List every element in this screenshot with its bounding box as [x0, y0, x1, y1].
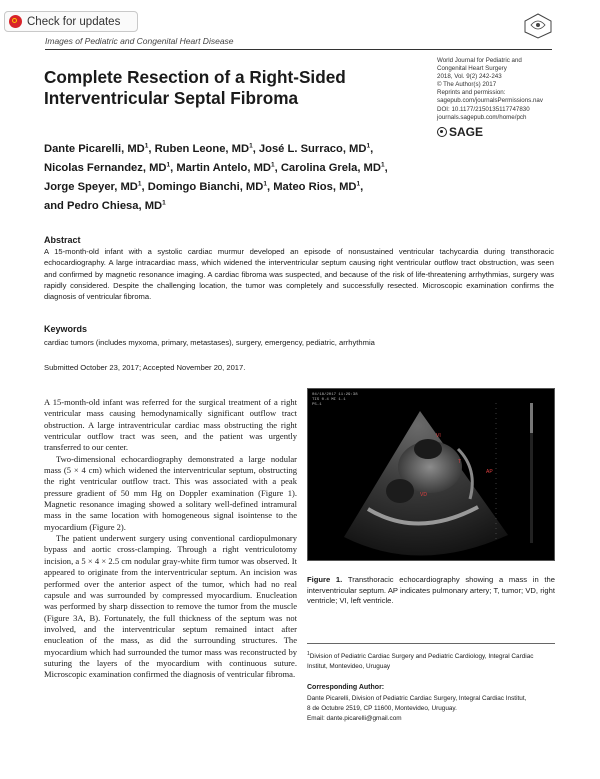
sage-label: SAGE	[449, 125, 484, 139]
submission-dates: Submitted October 23, 2017; Accepted November 20, 2017.	[44, 363, 246, 372]
author: Martin Antelo, $MD^1$,	[176, 160, 281, 174]
label-vd: VD	[420, 492, 427, 498]
header-rule	[45, 49, 552, 50]
corresponding-line: Dante Picarelli, Division of Pediatric Cardiac Surgery, Integral Cardiac Institut,	[307, 695, 527, 702]
body-paragraph: A 15-month-old infant was referred for the surgical treatment of a right ventricular mass causing hemodynamically significant outflow tract obstruction. A large intraventricular cardiac mass obstructing the right ventricular outflow tract was seen, and the patient was urgently transferred to our center.	[44, 397, 297, 453]
crossmark-icon	[9, 15, 22, 28]
article-title: Complete Resection of a Right-Sided Interventricular Septal Fibroma	[44, 67, 346, 108]
journal-link[interactable]: sagepub.com/journalsPermissions.nav	[437, 97, 543, 105]
affiliation-rule	[307, 643, 555, 644]
author: Domingo Bianchi, $MD^1$,	[147, 179, 274, 193]
keywords-heading: Keywords	[44, 324, 88, 334]
journal-line: 2018, Vol. 9(2) 242-243	[437, 73, 502, 81]
check-for-updates-button[interactable]	[4, 11, 138, 32]
doi-link[interactable]: DOI: 10.1177/2150135117747830	[437, 105, 530, 113]
body-text	[44, 397, 297, 681]
affiliation: $^1$Division of Pediatric Cardiac Surgery and Pediatric Cardiology, Integral Cardiac Institut, Montevideo, Uruguay	[307, 651, 534, 670]
corresponding-details	[307, 694, 555, 723]
author: and Pedro Chiesa, $MD^1$	[44, 198, 166, 212]
abstract-text: A 15-month-old infant with a systolic cardiac murmur developed an episode of nonsustained ventricular tachycardia during transthoracic echocardiography. A large intracardiac mass, which widened the interventricular septum causing right ventricular outflow tract obstruction, was seen and confirmed by magnetic resonance imaging. A cardiac fibroma was suspected, and because of the risk of life-threatening arrhythmias, surgery was rapidly considered. Despite the challenging location, the tumor was completely and successfully resected. Microscopic examination confirms the diagnosis of ventricular fibroma.	[44, 247, 554, 302]
author: José L. Surraco, $MD^1$,	[258, 142, 374, 155]
journal-line: © The Author(s) 2017	[437, 81, 497, 89]
sage-mark-icon	[437, 127, 447, 137]
figure-caption	[307, 575, 555, 607]
body-paragraph: The patient underwent surgery using conventional cardiopulmonary bypass and aortic cross-clamping. Through a right ventriculotomy incision, a 5 × 4 × 2.5 cm nodular gray-white firm tumor was observed. It appeared to originate from the interventricular septum. An incision was performed over the anterior aspect of the tumor, which had no real capsule and was surrounded by compressed myocardium. Enucleation was performed by sharp dissection to remove the tumor from the muscle (Figure 3A, B). Fortunately, the full thickness of the septum was not involved, and the interventricular septum remained intact after enucleation of the mass, as did the surrounding structures. The myocardium which had surrounded the tumor mass was reconstructed by suturing the layers of the myocardium with continuous suture. Microscopic examination confirmed the diagnosis of ventricular fibroma.	[44, 533, 297, 680]
corresponding-email[interactable]: Email: dante.picarelli@gmail.com	[307, 714, 402, 722]
author: Nicolas Fernandez, $MD^1$,	[44, 160, 177, 174]
check-for-updates-label: Check for updates	[27, 15, 121, 28]
author: Mateo Rios, $MD^1$,	[273, 179, 364, 193]
corresponding-heading: Corresponding Author:	[307, 684, 385, 691]
body-paragraph: Two-dimensional echocardiography demonstrated a large nodular mass (5 × 4 cm) which widened the interventricular septum, obstructing the right ventricular outflow tract. This was associated with a peak pressure gradient of 50 mm Hg on Doppler examination (Figure 1). Magnetic resonance imaging showed a solitary well-defined intramural mass in the same location with homogeneous signal isointense to the myocardium (Figure 2).	[44, 453, 297, 532]
keywords-text: cardiac tumors (includes myxoma, primary, metastases), surgery, emergency, pediatric, arrhythmia	[44, 338, 375, 347]
label-vi: VI	[436, 433, 441, 439]
caption-text: Transthoracic echocardiography showing a mass in the interventricular septum. AP indicates pulmonary artery; T, tumor; VD, right ventricle; VI, left ventricle.	[307, 575, 555, 605]
author: Jorge Speyer, $MD^1$,	[44, 179, 148, 193]
author: Ruben Leone, $MD^1$,	[154, 142, 259, 155]
author-list	[44, 138, 424, 214]
figure-label: Figure 1.	[307, 575, 343, 584]
label-ap: AP	[486, 469, 493, 475]
journal-line: Reprints and permission:	[437, 89, 506, 97]
echo-header: 04/18/2017 11:29:38 TIS 0.4 MI 1.1 P5-1	[312, 393, 358, 407]
journal-link[interactable]: journals.sagepub.com/home/pch	[437, 113, 527, 121]
journal-line: Congenital Heart Surgery	[437, 65, 507, 73]
corresponding-line: 8 de Octubre 2519, CP 11600, Montevideo, Uruguay.	[307, 704, 457, 712]
crossmark-logo-icon	[521, 12, 555, 40]
author: Carolina Grela, $MD^1$,	[280, 160, 388, 174]
label-t: T	[458, 459, 462, 465]
echocardiogram-image	[308, 389, 555, 561]
journal-line: World Journal for Pediatric and	[437, 57, 522, 64]
sage-logo	[437, 125, 483, 139]
journal-info	[437, 57, 567, 122]
figure-1-image	[307, 388, 555, 561]
section-label: Images of Pediatric and Congenital Heart Disease	[45, 36, 234, 46]
abstract-heading: Abstract	[44, 235, 81, 245]
author: Dante Picarelli, $MD^1$,	[44, 142, 155, 155]
